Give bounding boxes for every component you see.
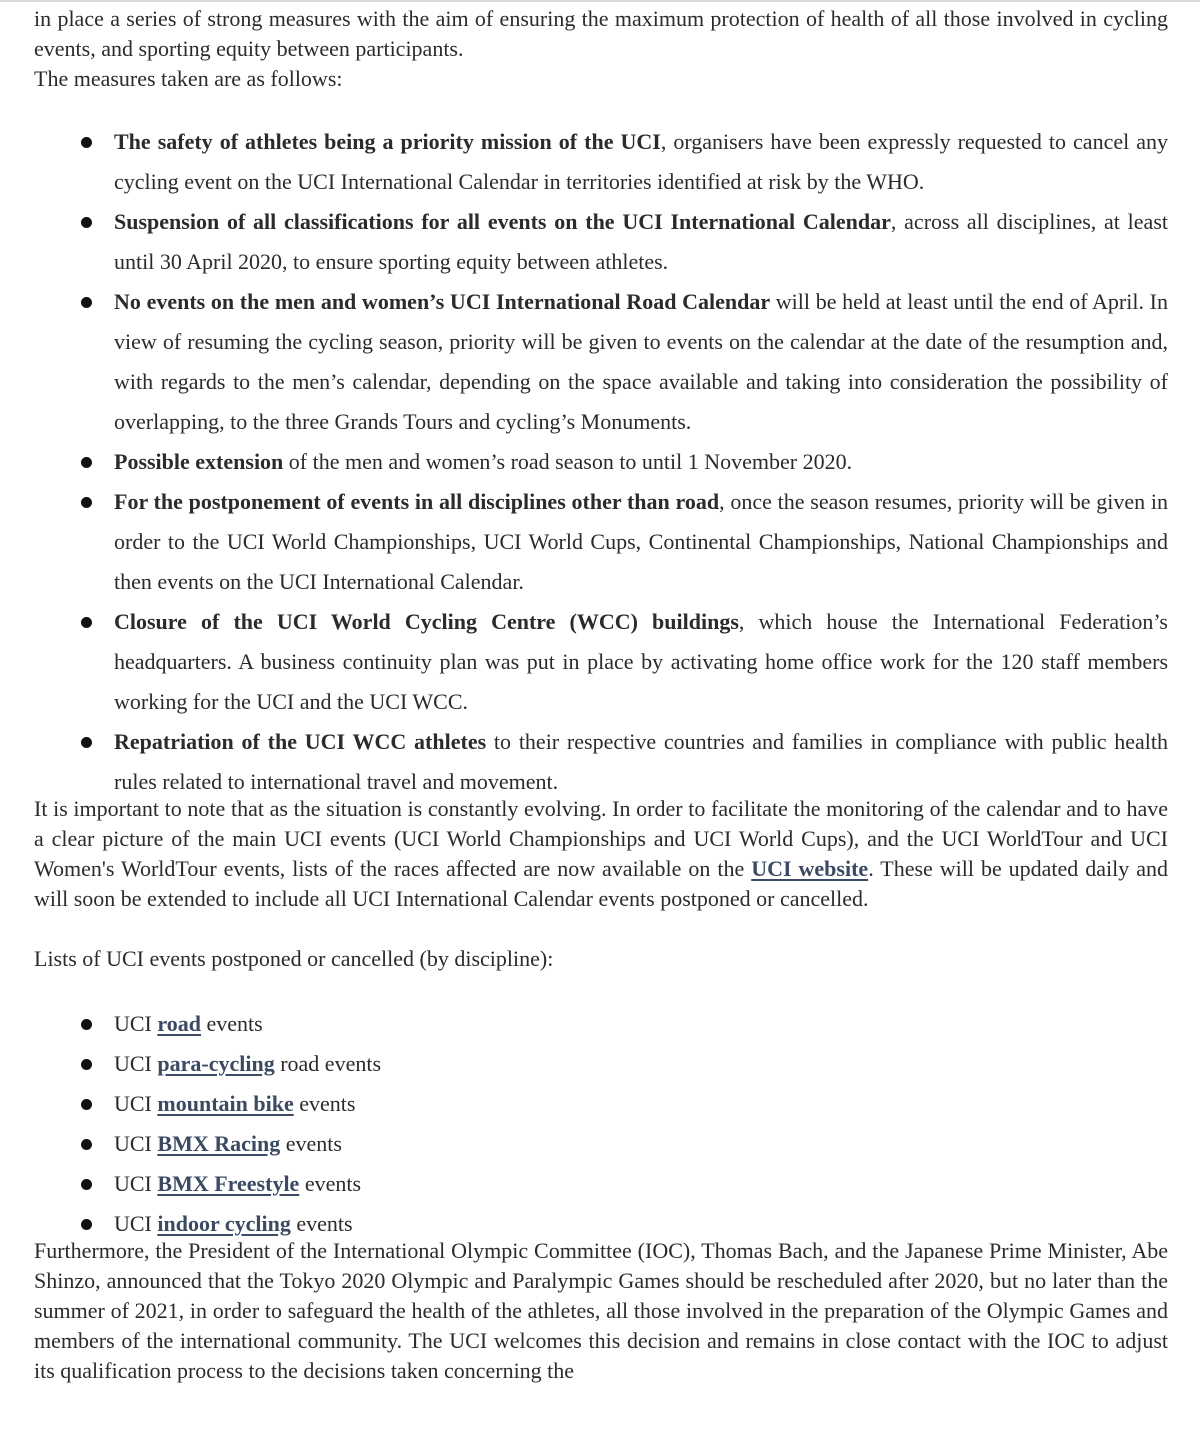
discipline-item (114, 1084, 1168, 1124)
mountain-bike-link[interactable]: mountain bike (157, 1091, 294, 1116)
discipline-item (114, 1044, 1168, 1084)
discipline-suffix: events (290, 1211, 353, 1236)
discipline-prefix: UCI (114, 1171, 158, 1196)
measure-bold: The safety of athletes being a priority mission of the UCI (114, 129, 661, 154)
measure-bold: Possible extension (114, 449, 284, 474)
measure-item (114, 202, 1168, 282)
measure-text: will be held at least until the end of April. In view of resuming the cycling season, priority will be given to events on the calendar at the date of the resumption and, with regards to the men’s calendar, depending on the space available and taking into consideration the possibility of overlapping, to the three Grands Tours and cycling’s Monuments. (114, 289, 1168, 434)
discipline-prefix: UCI (114, 1131, 158, 1156)
bullet-icon (81, 217, 92, 228)
discipline-item (114, 1204, 1168, 1244)
bullet-icon (81, 1059, 92, 1070)
discipline-prefix: UCI (114, 1091, 158, 1116)
discipline-prefix: UCI (114, 1011, 158, 1036)
bullet-icon (81, 1139, 92, 1150)
road-link[interactable]: road (157, 1011, 201, 1036)
intro-paragraph (34, 4, 1168, 94)
para-cycling-link[interactable]: para-cycling (157, 1051, 275, 1076)
bullet-icon (81, 457, 92, 468)
measure-bold: For the postponement of events in all disciplines other than road (114, 489, 720, 514)
bullet-icon (81, 737, 92, 748)
measure-item (114, 442, 1168, 482)
note-text-before: It is important to note that as the situation is constantly evolving. In order to facilitate the monitoring of the calendar and to have a clear picture of the main UCI events (UCI World Championships and UCI World Cups), and the UCI WorldTour and UCI Women's WorldTour events, lists of the races affected are now available on the (34, 796, 1168, 881)
measure-item (114, 722, 1168, 802)
measure-text: to their respective countries and families in compliance with public health rules related to international travel and movement. (114, 729, 1168, 794)
article-body (34, 4, 1168, 1386)
measure-text: , organisers have been expressly requested to cancel any cycling event on the UCI International Calendar in territories identified at risk by the WHO. (114, 129, 1168, 194)
measure-item (114, 602, 1168, 722)
measure-text: of the men and women’s road season to until 1 November 2020. (283, 449, 853, 474)
bullet-icon (81, 1019, 92, 1030)
measure-text: , across all disciplines, at least until 30 April 2020, to ensure sporting equity between athletes. (114, 209, 1168, 274)
discipline-item (114, 1124, 1168, 1164)
discipline-links-list (34, 1004, 1168, 1244)
top-divider (0, 0, 1200, 2)
bullet-icon (81, 137, 92, 148)
discipline-suffix: events (201, 1011, 263, 1036)
note-text-after: . These will be updated daily and will soon be extended to include all UCI International Calendar events postponed or cancelled. (34, 856, 1168, 911)
intro-text: in place a series of strong measures with the aim of ensuring the maximum protection of health of all those involved in cycling events, and sporting equity between participants. (34, 6, 1168, 61)
measure-bold: Suspension of all classifications for all events on the UCI International Calendar (114, 209, 891, 234)
bullet-icon (81, 497, 92, 508)
bullet-icon (81, 617, 92, 628)
discipline-item (114, 1164, 1168, 1204)
discipline-suffix: events (293, 1091, 356, 1116)
measure-item (114, 482, 1168, 602)
measure-text: , once the season resumes, priority will be given in order to the UCI World Championships, UCI World Cups, Continental Championships, National Championships and then events on the UCI International Calendar. (114, 489, 1169, 594)
measure-bold: Repatriation of the UCI WCC athletes (114, 729, 487, 754)
lists-heading: Lists of UCI events postponed or cancelled (by discipline): (34, 946, 554, 971)
measure-item (114, 122, 1168, 202)
discipline-suffix: events (299, 1171, 362, 1196)
discipline-item (114, 1004, 1168, 1044)
measure-bold: Closure of the UCI World Cycling Centre (WCC) buildings (114, 609, 739, 634)
uci-website-link[interactable]: UCI website (751, 856, 869, 881)
bullet-icon (81, 297, 92, 308)
discipline-prefix: UCI (114, 1211, 158, 1236)
closing-paragraph: Furthermore, the President of the International Olympic Committee (IOC), Thomas Bach, and the Japanese Prime Minister, Abe Shinzo, announced that the Tokyo 2020 Olympic and Paralympic Games should be rescheduled after 2020, but no later than the summer of 2021, in order to safeguard the health of the athletes, all those involved in the preparation of the Olympic Games and members of the international community. The UCI welcomes this decision and remains in close contact with the IOC to adjust its qualification process to the decisions taken concerning the (34, 1238, 1168, 1383)
note-paragraph (34, 794, 1168, 914)
indoor-cycling-link[interactable]: indoor cycling (157, 1211, 291, 1236)
bullet-icon (81, 1099, 92, 1110)
discipline-suffix: events (280, 1131, 342, 1156)
bmx-racing-link[interactable]: BMX Racing (157, 1131, 281, 1156)
discipline-prefix: UCI (114, 1051, 158, 1076)
bmx-freestyle-link[interactable]: BMX Freestyle (157, 1171, 300, 1196)
bullet-icon (81, 1179, 92, 1190)
measures-lead-in: The measures taken are as follows: (34, 66, 343, 91)
measure-bold: No events on the men and women’s UCI International Road Calendar (114, 289, 771, 314)
measure-text: , which house the International Federation’s headquarters. A business continuity plan was put in place by activating home office work for the 120 staff members working for the UCI and the UCI WCC. (114, 609, 1168, 714)
bullet-icon (81, 1219, 92, 1230)
measures-list (34, 122, 1168, 802)
measure-item (114, 282, 1168, 442)
discipline-suffix: road events (274, 1051, 382, 1076)
